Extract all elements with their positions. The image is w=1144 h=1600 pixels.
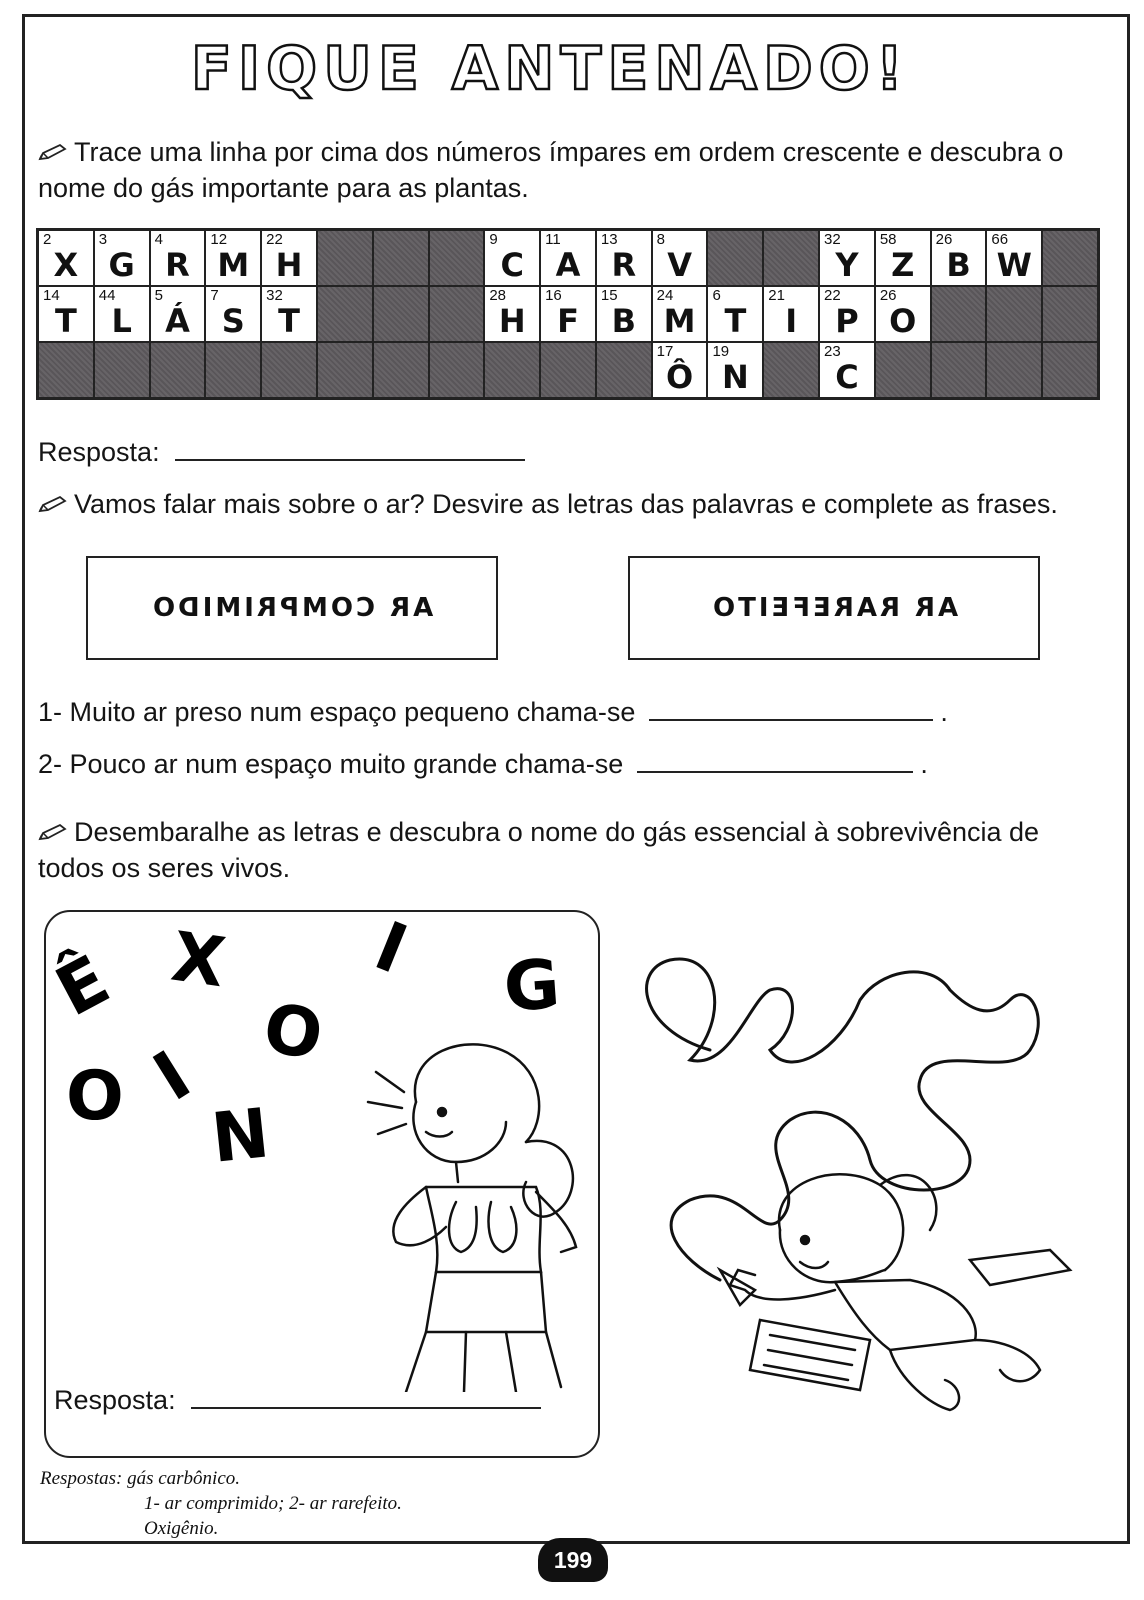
grid-cell-letter: F	[557, 302, 579, 340]
grid-cell	[707, 286, 763, 342]
answer-key-line-2: 1- ar comprimido; 2- ar rarefeito.	[144, 1493, 402, 1514]
grid-cell-shaded	[205, 342, 261, 398]
grid-cell-letter: I	[785, 302, 798, 340]
grid-cell-number: 23	[824, 343, 841, 360]
grid-cell	[150, 286, 206, 342]
grid-cell-number: 22	[824, 287, 841, 304]
scrambled-letter: I	[364, 907, 418, 990]
grid-cell-letter: R	[165, 246, 190, 284]
grid-cell-letter: T	[724, 302, 747, 340]
pencil-icon	[38, 143, 68, 163]
scrambled-letter: O	[66, 1057, 124, 1136]
grid-cell-letter: Y	[835, 246, 859, 284]
grid-cell-number: 9	[489, 231, 498, 248]
grid-cell-letter: G	[108, 246, 135, 284]
page-number: 199	[538, 1538, 608, 1582]
grid-cell-shaded	[986, 342, 1042, 398]
grid-cell-number: 28	[489, 287, 506, 304]
grid-cell-shaded	[94, 342, 150, 398]
scrambled-letter: I	[140, 1036, 205, 1117]
question-1	[38, 694, 948, 730]
grid-cell	[596, 230, 652, 286]
grid-cell-shaded	[317, 230, 373, 286]
exercise2-instruction	[38, 486, 1108, 522]
grid-cell-letter: R	[611, 246, 637, 284]
grid-cell-shaded	[373, 286, 429, 342]
grid-cell-shaded	[763, 342, 819, 398]
grid-cell-number: 16	[545, 287, 562, 304]
grid-cell-letter: W	[996, 246, 1032, 284]
grid-cell	[875, 230, 931, 286]
grid-cell-letter: B	[611, 302, 636, 340]
question-1-answer-line[interactable]	[649, 697, 933, 721]
question-2-answer-line[interactable]	[637, 749, 913, 773]
grid-cell-shaded	[596, 342, 652, 398]
grid-cell	[931, 230, 987, 286]
grid-cell-shaded	[317, 342, 373, 398]
question-1-end: .	[940, 697, 948, 727]
grid-cell-shaded	[429, 230, 485, 286]
grid-cell-number: 32	[266, 287, 283, 304]
grid-cell-letter: B	[946, 246, 971, 284]
grid-cell	[652, 230, 708, 286]
grid-cell-letter: M	[663, 302, 696, 340]
grid-cell-letter: P	[835, 302, 859, 340]
grid-cell-letter: N	[721, 358, 749, 396]
grid-cell-number: 21	[768, 287, 785, 304]
mirrored-word-box-2	[628, 556, 1040, 660]
grid-cell	[205, 230, 261, 286]
grid-cell-number: 24	[656, 287, 674, 304]
scrambled-letter: N	[207, 1094, 273, 1179]
grid-cell	[986, 230, 1042, 286]
grid-cell-letter: Ô	[665, 358, 694, 396]
grid-cell	[652, 286, 708, 342]
grid-cell	[484, 286, 540, 342]
grid-cell-shaded	[373, 230, 429, 286]
page-title	[170, 34, 970, 104]
grid-cell	[261, 286, 317, 342]
grid-cell-number: 3	[98, 231, 108, 248]
grid-cell-letter: O	[889, 302, 917, 340]
grid-cell	[205, 286, 261, 342]
mirrored-word-2: AR RAREFEITO	[709, 593, 959, 623]
grid-cell-number: 15	[600, 287, 618, 304]
grid-cell-shaded	[540, 342, 596, 398]
grid-cell-number: 19	[712, 343, 730, 360]
grid-cell-shaded	[429, 286, 485, 342]
answer-key-line-1: Respostas: gás carbônico.	[40, 1468, 241, 1489]
grid-cell	[596, 286, 652, 342]
grid-cell	[150, 230, 206, 286]
grid-cell-number: 32	[824, 231, 841, 248]
grid-cell-shaded	[763, 230, 819, 286]
grid-cell-letter: Z	[891, 246, 915, 284]
grid-cell-letter: C	[835, 358, 859, 396]
grid-cell	[484, 230, 540, 286]
number-letter-grid	[36, 228, 1100, 400]
scrambled-letter: X	[166, 917, 230, 1004]
grid-cell-number: 22	[266, 231, 283, 248]
grid-cell-number: 58	[879, 231, 897, 248]
pencil-icon	[38, 823, 68, 843]
grid-cell-shaded	[986, 286, 1042, 342]
grid-cell-shaded	[1042, 230, 1098, 286]
grid-cell-number: 17	[656, 343, 674, 360]
grid-cell-number: 11	[545, 231, 561, 248]
grid-cell	[38, 286, 94, 342]
answer-key	[40, 1466, 402, 1541]
grid-cell-letter: M	[217, 246, 250, 284]
grid-cell-number: 4	[154, 231, 163, 248]
exercise3-answer-label: Resposta:	[54, 1385, 176, 1415]
grid-cell-number: 8	[656, 231, 666, 248]
exercise1-instruction	[38, 134, 1108, 206]
grid-cell-shaded	[1042, 286, 1098, 342]
grid-cell-shaded	[150, 342, 206, 398]
exercise3-answer-line[interactable]	[191, 1385, 541, 1409]
girl-drawing-illustration	[630, 940, 1090, 1420]
grid-cell	[540, 230, 596, 286]
grid-cell-number: 5	[154, 287, 163, 304]
answer-key-line-3: Oxigênio.	[144, 1518, 219, 1539]
grid-cell-shaded	[707, 230, 763, 286]
grid-cell-shaded	[1042, 342, 1098, 398]
grid-cell	[38, 230, 94, 286]
grid-cell	[540, 286, 596, 342]
exercise3-instruction	[38, 814, 1108, 886]
grid-cell	[652, 342, 708, 398]
grid-cell-letter: Á	[165, 302, 190, 340]
grid-cell-number: 26	[879, 287, 897, 304]
exercise3-answer	[54, 1382, 541, 1418]
scrambled-letters-panel	[43, 907, 600, 1458]
exercise1-answer-line[interactable]	[175, 437, 525, 461]
grid-cell-letter: X	[53, 246, 79, 284]
grid-cell-shaded	[261, 342, 317, 398]
exercise1-answer	[38, 434, 525, 470]
grid-cell-letter: S	[221, 302, 245, 340]
grid-cell-shaded	[931, 342, 987, 398]
grid-cell	[94, 286, 150, 342]
exercise1-answer-label: Resposta:	[38, 437, 160, 467]
grid-cell-shaded	[875, 342, 931, 398]
grid-cell	[763, 286, 819, 342]
grid-cell-letter: H	[275, 246, 303, 284]
question-2-text: 2- Pouco ar num espaço muito grande chama-se	[38, 749, 624, 779]
girl-breathing-illustration	[346, 1012, 586, 1392]
grid-cell	[261, 230, 317, 286]
grid-cell-number: 2	[43, 231, 52, 248]
grid-cell-shaded	[373, 342, 429, 398]
grid-cell-number: 12	[210, 231, 228, 248]
grid-cell	[875, 286, 931, 342]
grid-cell-shaded	[429, 342, 485, 398]
grid-cell-shaded	[484, 342, 540, 398]
grid-cell-letter: H	[498, 302, 526, 340]
grid-cell-number: 26	[935, 231, 953, 248]
grid-cell-letter: T	[278, 302, 300, 340]
mirrored-word-1: AR COMPRIMIDO	[150, 593, 434, 623]
grid-cell-number: 66	[991, 231, 1009, 248]
exercise2-instruction-text: Vamos falar mais sobre o ar? Desvire as letras das palavras e complete as frases.	[74, 489, 1058, 519]
grid-cell-letter: V	[667, 246, 692, 284]
scrambled-letter: G	[501, 945, 563, 1028]
exercise1-instruction-text: Trace uma linha por cima dos números ímpares em ordem crescente e descubra o nome do gás importante para as plantas.	[38, 137, 1064, 203]
question-2	[38, 746, 928, 782]
grid-cell	[707, 342, 763, 398]
question-1-text: 1- Muito ar preso num espaço pequeno chama-se	[38, 697, 636, 727]
grid-cell-number: 13	[600, 231, 618, 248]
scrambled-letter: O	[257, 988, 329, 1077]
grid-cell-number: 44	[98, 287, 116, 304]
grid-cell	[94, 230, 150, 286]
grid-cell	[819, 342, 875, 398]
grid-cell-letter: T	[54, 302, 77, 340]
grid-cell-shaded	[317, 286, 373, 342]
grid-cell	[819, 286, 875, 342]
exercise3-instruction-text: Desembaralhe as letras e descubra o nome do gás essencial à sobrevivência de todos os seres vivos.	[38, 817, 1040, 883]
scrambled-letter: Ê	[43, 940, 123, 1033]
grid-cell-shaded	[931, 286, 987, 342]
grid-cell-number: 6	[712, 287, 721, 304]
grid-cell-number: 14	[43, 287, 60, 304]
grid-cell-number: 7	[210, 287, 219, 304]
question-2-end: .	[920, 749, 928, 779]
grid-cell	[819, 230, 875, 286]
grid-cell-shaded	[38, 342, 94, 398]
grid-cell-letter: L	[111, 302, 132, 340]
pencil-icon	[38, 495, 68, 515]
grid-cell-letter: C	[500, 246, 524, 284]
grid-cell-letter: A	[555, 246, 581, 284]
mirrored-word-box-1	[86, 556, 498, 660]
page-title-text: FIQUE ANTENADO!	[190, 34, 910, 104]
